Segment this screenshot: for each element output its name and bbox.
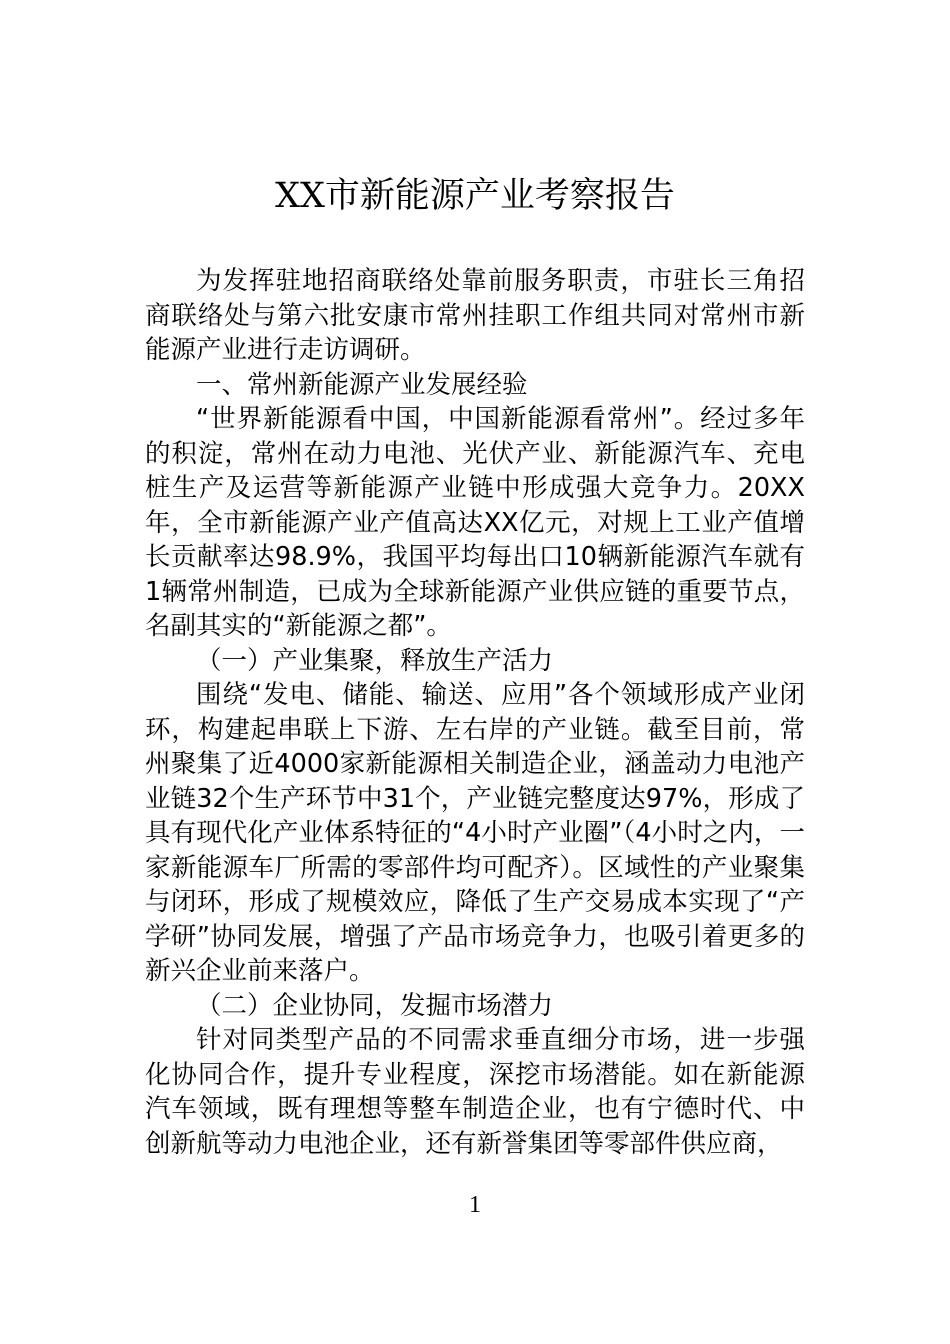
subsection-heading-2: （二）企业协同，发掘市场潜力 xyxy=(196,990,554,1021)
body-paragraph: 围绕“发电、储能、输送、应用”各个领域形成产业闭环，构建起串联上下游、左右岸的产业链。截至目前，常州聚集了近4000家新能源相关制造企业，涵盖动力电池产业链32个生产环节中31个，产业链完整度达97%，形成了具有现代化产业体系特征的“4小时产业圈”（4小时之内，一家新能源车厂所需的零部件均可配齐）。区域性的产业聚集与闭环，形成了规模效应，降低了生产交易成本实现了“产学研”协同发展，增强了产品市场竞争力，也吸引着更多的新兴企业前来落户。 xyxy=(145,680,805,986)
page-number: 1 xyxy=(469,1192,481,1218)
document-title: XX市新能源产业考察报告 xyxy=(275,176,675,216)
intro-paragraph: 为发挥驻地招商联络处靠前服务职责，市驻长三角招商联络处与第六批安康市常州挂职工作组共同对常州市新能源产业进行走访调研。 xyxy=(145,266,805,365)
body-paragraph: 针对同类型产品的不同需求垂直细分市场，进一步强化协同合作，提升专业程度，深挖市场潜能。如在新能源汽车领域，既有理想等整车制造企业，也有宁德时代、中创新航等动力电池企业，还有新誉集团等零部件供应商， xyxy=(145,1025,805,1159)
document-body xyxy=(145,264,805,1161)
section-heading-1: 一、常州新能源产业发展经验 xyxy=(196,369,528,400)
subsection-heading-1: （一）产业集聚，释放生产活力 xyxy=(196,645,554,676)
body-paragraph: “世界新能源看中国，中国新能源看常州”。经过多年的积淀，常州在动力电池、光伏产业、新能源汽车、充电桩生产及运营等新能源产业链中形成强大竞争力。20XX年，全市新能源产业产值高达XX亿元，对规上工业产值增长贡献率达98.9%，我国平均每出口10辆新能源汽车就有1辆常州制造，已成为全球新能源产业供应链的重要节点，名副其实的“新能源之都”。 xyxy=(145,404,805,641)
